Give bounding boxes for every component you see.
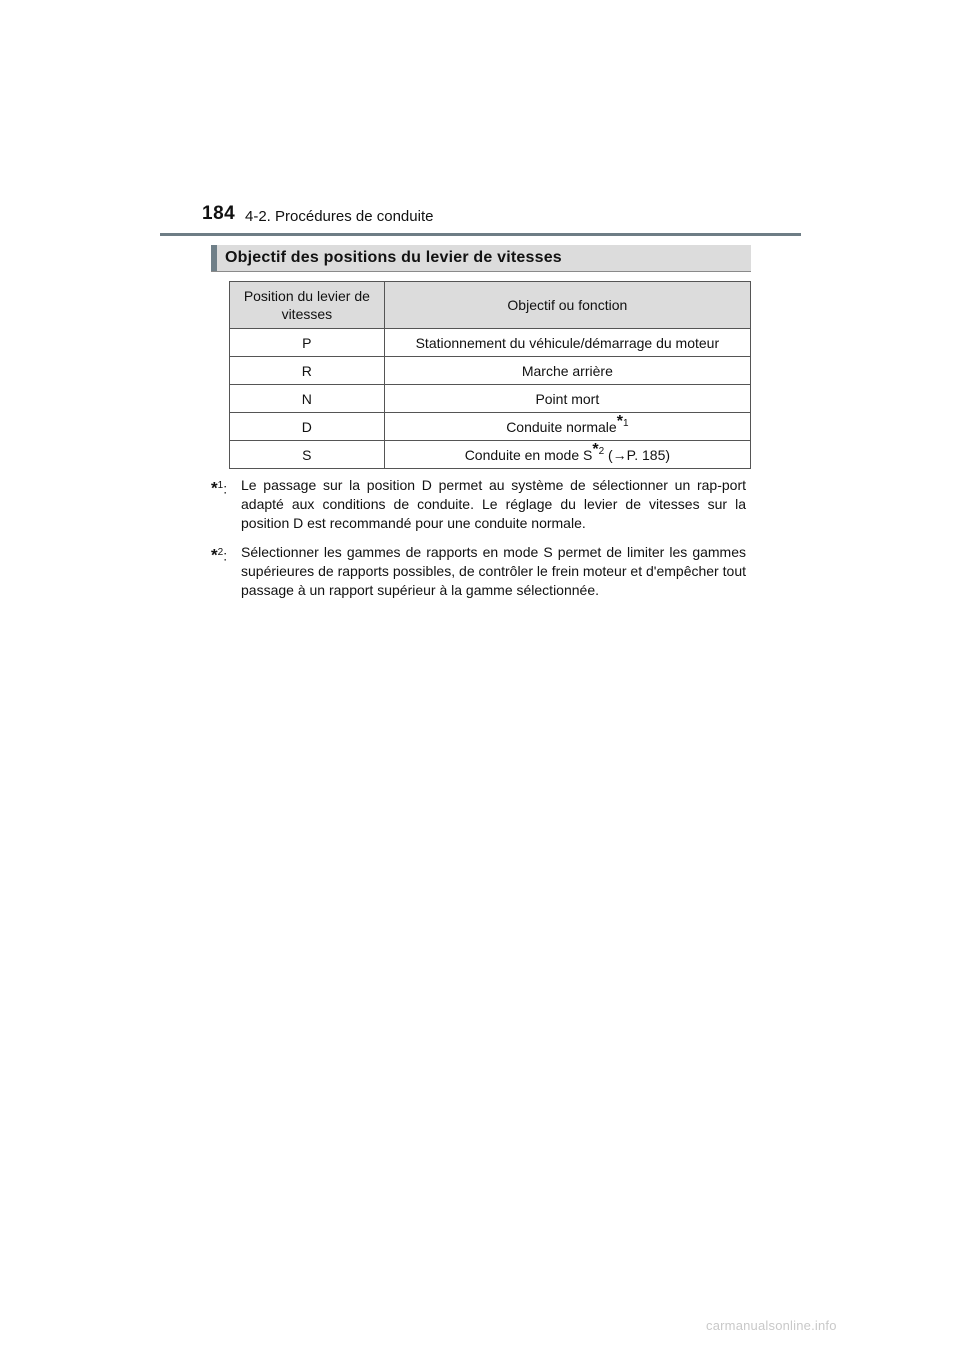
table-row (230, 329, 751, 357)
subheading-title: Objectif des positions du levier de vitesses (225, 249, 562, 266)
footnote-2 (211, 543, 746, 600)
footnote-reference: *2 (592, 440, 605, 458)
table-row (230, 385, 751, 413)
function-text: Conduite en mode S (464, 446, 593, 463)
cell-function: Marche arrière (384, 357, 750, 385)
page-number: 184 (202, 203, 236, 224)
subheading-accent-bar (211, 245, 217, 271)
header-divider (160, 233, 801, 236)
function-text: Conduite normale (506, 418, 617, 435)
watermark: carmanualsonline.info (706, 1318, 837, 1333)
table-row (230, 413, 751, 441)
cell-position: D (230, 413, 385, 441)
asterisk-icon: * (592, 440, 599, 458)
cell-position: P (230, 329, 385, 357)
page-reference: (→P. 185) (608, 446, 671, 463)
column-header-position: Position du levier de vitesses (230, 282, 385, 329)
cell-position: R (230, 357, 385, 385)
cell-function (384, 441, 750, 469)
footnote-text: Sélectionner les gammes de rapports en mode S permet de limiter les gammes supérieures de rapports possibles, de contrôler le frein moteur et d'empêcher tout passage à un rapport supérieur à la gamme sélectionnée. (241, 544, 746, 598)
cell-function: Stationnement du véhicule/démarrage du moteur (384, 329, 750, 357)
cell-position: N (230, 385, 385, 413)
cell-function (384, 413, 750, 441)
footnote-1 (211, 476, 746, 533)
column-header-function: Objectif ou fonction (384, 282, 750, 329)
section-header: 4-2. Procédures de conduite (245, 208, 434, 225)
cell-function: Point mort (384, 385, 750, 413)
footnote-marker: *$^1$: (211, 478, 228, 498)
cell-position: S (230, 441, 385, 469)
asterisk-icon: * (211, 545, 218, 565)
gear-position-table (229, 281, 751, 469)
footnote-text: Le passage sur la position D permet au système de sélectionner un rap-port adapté aux conditions de conduite. Le réglage du levier de vitesses sur la position D est recommandé pour une conduite normale. (241, 477, 746, 531)
table-row (230, 441, 751, 469)
subheading-box (211, 245, 751, 272)
asterisk-icon: * (211, 478, 218, 498)
footnote-marker: *$^2$: (211, 545, 228, 565)
table-row (230, 357, 751, 385)
footnote-reference: *1 (616, 412, 629, 430)
table-header-row (230, 282, 751, 329)
asterisk-icon: * (616, 412, 623, 430)
